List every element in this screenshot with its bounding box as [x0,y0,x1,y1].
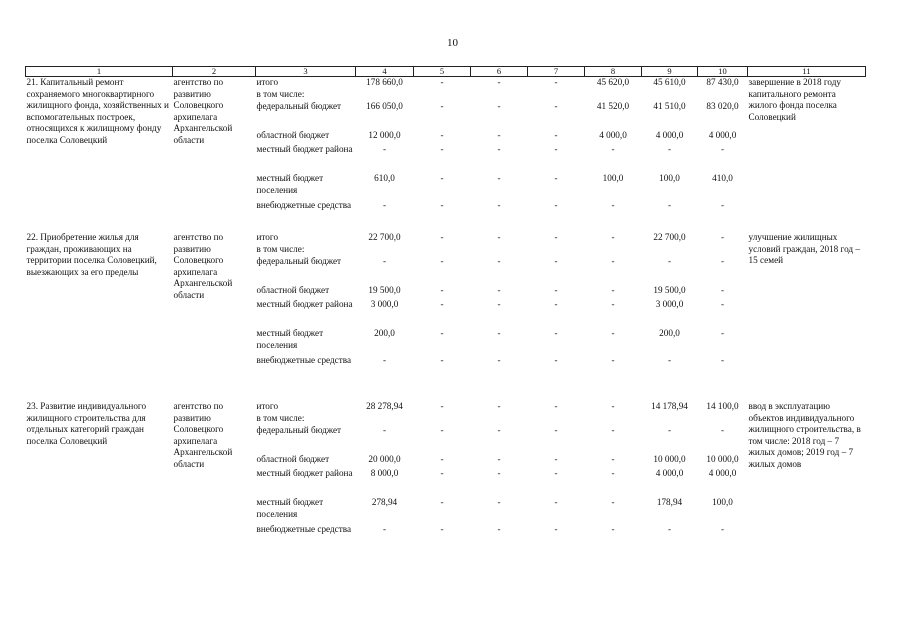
amount-c7: - [554,200,558,210]
amount-c6 [471,413,528,425]
funding-source: местный бюджет поселения [256,497,324,519]
amount-c9: 4 000,0 [655,130,684,140]
amount-c7 [528,413,585,425]
amount-c5: - [440,101,444,111]
amount-c9: 3 000,0 [655,299,684,309]
funding-source: итого [256,77,279,87]
amount-c8: 45 620,0 [596,77,630,87]
amount-c10: 100,0 [712,497,733,507]
funding-source: федеральный бюджет [256,101,342,111]
amount-c5: - [440,454,444,464]
funding-source: федеральный бюджет [256,425,342,435]
amount-c10 [698,89,748,101]
amount-c9: 14 178,94 [651,401,688,411]
amount-c9: 19 500,0 [653,285,686,295]
amount-c7: - [554,497,558,507]
amount-c4: 8 000,0 [370,468,399,478]
amount-c4: 178 660,0 [366,77,403,87]
funding-source: внебюджетные средства [256,524,352,534]
amount-c4 [356,89,414,101]
amount-c10: 14 100,0 [706,401,739,411]
funding-source: в том числе: [256,413,305,423]
amount-c6: - [497,285,501,295]
amount-c8: - [611,524,615,534]
table-row [26,401,866,413]
amount-c7: - [554,173,558,183]
amount-c9: - [667,355,672,365]
amount-c7: - [554,401,558,411]
amount-c8: - [611,285,615,295]
column-number-row [26,67,866,77]
amount-c6: - [497,425,501,435]
amount-c5 [414,89,471,101]
funding-source: итого [256,401,279,411]
amount-c8: 100,0 [602,173,624,183]
amount-c8: - [611,328,615,338]
table-row [26,232,866,244]
amount-c4: 12 000,0 [368,130,401,140]
amount-c6: - [497,256,501,266]
amount-c4 [356,413,414,425]
amount-c10: - [720,256,725,266]
amount-c10: - [720,425,725,435]
amount-c7 [528,89,585,101]
amount-c9: 200,0 [659,328,680,338]
amount-c9: 45 610,0 [653,77,686,87]
amount-c5 [414,413,471,425]
amount-c6: - [497,101,501,111]
amount-c8: - [611,200,615,210]
amount-c10 [698,244,748,256]
amount-c4: 3 000,0 [370,299,399,309]
amount-c4: 20 000,0 [368,454,401,464]
gap-cell [26,383,866,401]
amount-c7: - [554,101,558,111]
amount-c10: - [720,200,725,210]
amount-c10: - [720,285,725,295]
amount-c8: - [611,144,615,154]
amount-c8: - [611,256,615,266]
amount-c4: - [382,524,387,534]
amount-c6: - [497,524,501,534]
amount-c5: - [440,200,444,210]
amount-c4: 610,0 [374,173,395,183]
amount-c4: 19 500,0 [368,285,401,295]
amount-c10: 87 430,0 [706,77,739,87]
amount-c10: - [720,524,725,534]
amount-c10: - [720,299,725,309]
page-number: 10 [447,37,458,49]
amount-c9: - [667,524,672,534]
amount-c9: 4 000,0 [655,468,684,478]
amount-c8: - [611,468,615,478]
executor: агентство по развитию Соловецкого архипелага Архангельской области [173,77,233,145]
amount-c7: - [554,468,558,478]
amount-c5: - [440,299,444,309]
amount-c7: - [554,425,558,435]
column-header: 10 [698,67,748,77]
amount-c4: 200,0 [374,328,395,338]
amount-c5: - [440,144,444,154]
amount-c6 [471,89,528,101]
amount-c8 [585,89,642,101]
amount-c9 [642,89,698,101]
amount-c5 [414,244,471,256]
amount-c6: - [497,173,501,183]
funding-source: местный бюджет поселения [256,328,324,350]
table-row [26,77,866,90]
amount-c8: - [611,497,615,507]
column-header: 11 [748,67,866,77]
amount-c9: 178,94 [656,497,683,507]
amount-c4: 22 700,0 [368,232,401,242]
amount-c5: - [440,232,444,242]
amount-c10: 4 000,0 [708,468,737,478]
column-header: 4 [356,67,414,77]
amount-c4: - [382,355,387,365]
column-header: 8 [585,67,642,77]
column-header: 6 [471,67,528,77]
amount-c7: - [554,285,558,295]
amount-c9: 10 000,0 [653,454,686,464]
column-header: 5 [414,67,471,77]
amount-c5: - [440,328,444,338]
amount-c9: - [667,256,672,266]
funding-source: итого [256,232,279,242]
amount-c7: - [554,299,558,309]
measure-name: 22. Приобретение жилья для граждан, проживающих на территории поселка Соловецкий, выезжающих за его пределы [26,232,157,277]
funding-source: внебюджетные средства [256,200,352,210]
amount-c8: - [611,299,615,309]
amount-c4: - [382,200,387,210]
amount-c7: - [554,77,558,87]
executor: агентство по развитию Соловецкого архипелага Архангельской области [173,401,233,469]
amount-c8: 41 520,0 [596,101,630,111]
amount-c4: - [382,256,387,266]
amount-c9: - [667,144,672,154]
amount-c5: - [440,524,444,534]
amount-c9 [642,413,698,425]
column-header: 9 [642,67,698,77]
amount-c5: - [440,355,444,365]
amount-c5: - [440,468,444,478]
amount-c4: 28 278,94 [366,401,403,411]
amount-c10: - [720,232,725,242]
amount-c6: - [497,328,501,338]
amount-c6: - [497,77,501,87]
amount-c7 [528,244,585,256]
funding-source: федеральный бюджет [256,256,342,266]
column-header: 1 [26,67,173,77]
amount-c7: - [554,144,558,154]
amount-c8: - [611,355,615,365]
amount-c6: - [497,454,501,464]
column-header: 7 [528,67,585,77]
funding-source: в том числе: [256,89,305,99]
funding-source: местный бюджет поселения [256,173,324,195]
amount-c4: 166 050,0 [366,101,403,111]
amount-c6: - [497,200,501,210]
amount-c7: - [554,454,558,464]
amount-c8: - [611,232,615,242]
amount-c10: - [720,328,725,338]
funding-source: областной бюджет [256,285,330,295]
executor: агентство по развитию Соловецкого архипелага Архангельской области [173,232,233,300]
amount-c7: - [554,232,558,242]
amount-c6: - [497,232,501,242]
amount-c9: 100,0 [659,173,680,183]
amount-c9 [642,244,698,256]
expected-result: завершение в 2018 году капитального ремонта жилого фонда поселка Соловецкий [748,77,841,122]
amount-c4 [356,244,414,256]
amount-c5: - [440,497,444,507]
amount-c4: - [382,144,387,154]
funding-source: местный бюджет района [256,299,353,309]
amount-c10: - [720,355,725,365]
column-header: 2 [173,67,256,77]
amount-c9: - [667,425,672,435]
amount-c9: 22 700,0 [653,232,686,242]
amount-c5: - [440,401,444,411]
amount-c10: 10 000,0 [706,454,739,464]
amount-c5: - [440,173,444,183]
amount-c10: - [720,144,725,154]
column-header: 3 [256,67,356,77]
funding-source: областной бюджет [256,454,330,464]
amount-c8: 4 000,0 [599,130,627,140]
amount-c6: - [497,144,501,154]
amount-c9: - [667,200,672,210]
amount-c5: - [440,285,444,295]
amount-c10: 410,0 [712,173,733,183]
funding-source: местный бюджет района [256,468,353,478]
amount-c8 [585,413,642,425]
amount-c6: - [497,497,501,507]
amount-c7: - [554,355,558,365]
amount-c6: - [497,355,501,365]
amount-c10: 4 000,0 [708,130,737,140]
program-table [25,66,866,552]
funding-source: местный бюджет района [256,144,353,154]
amount-c5: - [440,77,444,87]
amount-c6: - [497,130,501,140]
amount-c7: - [554,524,558,534]
amount-c4: - [382,425,387,435]
measure-name: 21. Капитальный ремонт сохраняемого многоквартирного жилищного фонда, хозяйственных и вспомогательных построек, относящихся к жилищному фонду поселка Соловецкий [26,77,169,145]
amount-c6: - [497,299,501,309]
amount-c7: - [554,256,558,266]
funding-source: областной бюджет [256,130,330,140]
amount-c5: - [440,425,444,435]
expected-result: улучшение жилищных условий граждан, 2018 год – 15 семей [748,232,860,265]
amount-c6 [471,244,528,256]
amount-c5: - [440,256,444,266]
amount-c4: 278,94 [371,497,398,507]
amount-c6: - [497,468,501,478]
section-gap [26,383,866,401]
amount-c8: - [611,425,615,435]
amount-c10 [698,413,748,425]
funding-source: в том числе: [256,244,305,254]
amount-c5: - [440,130,444,140]
amount-c8: - [611,401,615,411]
measure-name: 23. Развитие индивидуального жилищного строительства для отдельных категорий граждан поселка Соловецкий [26,401,147,446]
amount-c9: 41 510,0 [653,101,686,111]
amount-c6: - [497,401,501,411]
amount-c10: 83 020,0 [706,101,739,111]
amount-c7: - [554,130,558,140]
amount-c8: - [611,454,615,464]
amount-c8 [585,244,642,256]
expected-result: ввод в эксплуатацию объектов индивидуального жилищного строительства, в том числе: 2018 год – 7 жилых домов; 2019 год – 7 жилых домов [748,401,861,469]
amount-c7: - [554,328,558,338]
funding-source: внебюджетные средства [256,355,352,365]
